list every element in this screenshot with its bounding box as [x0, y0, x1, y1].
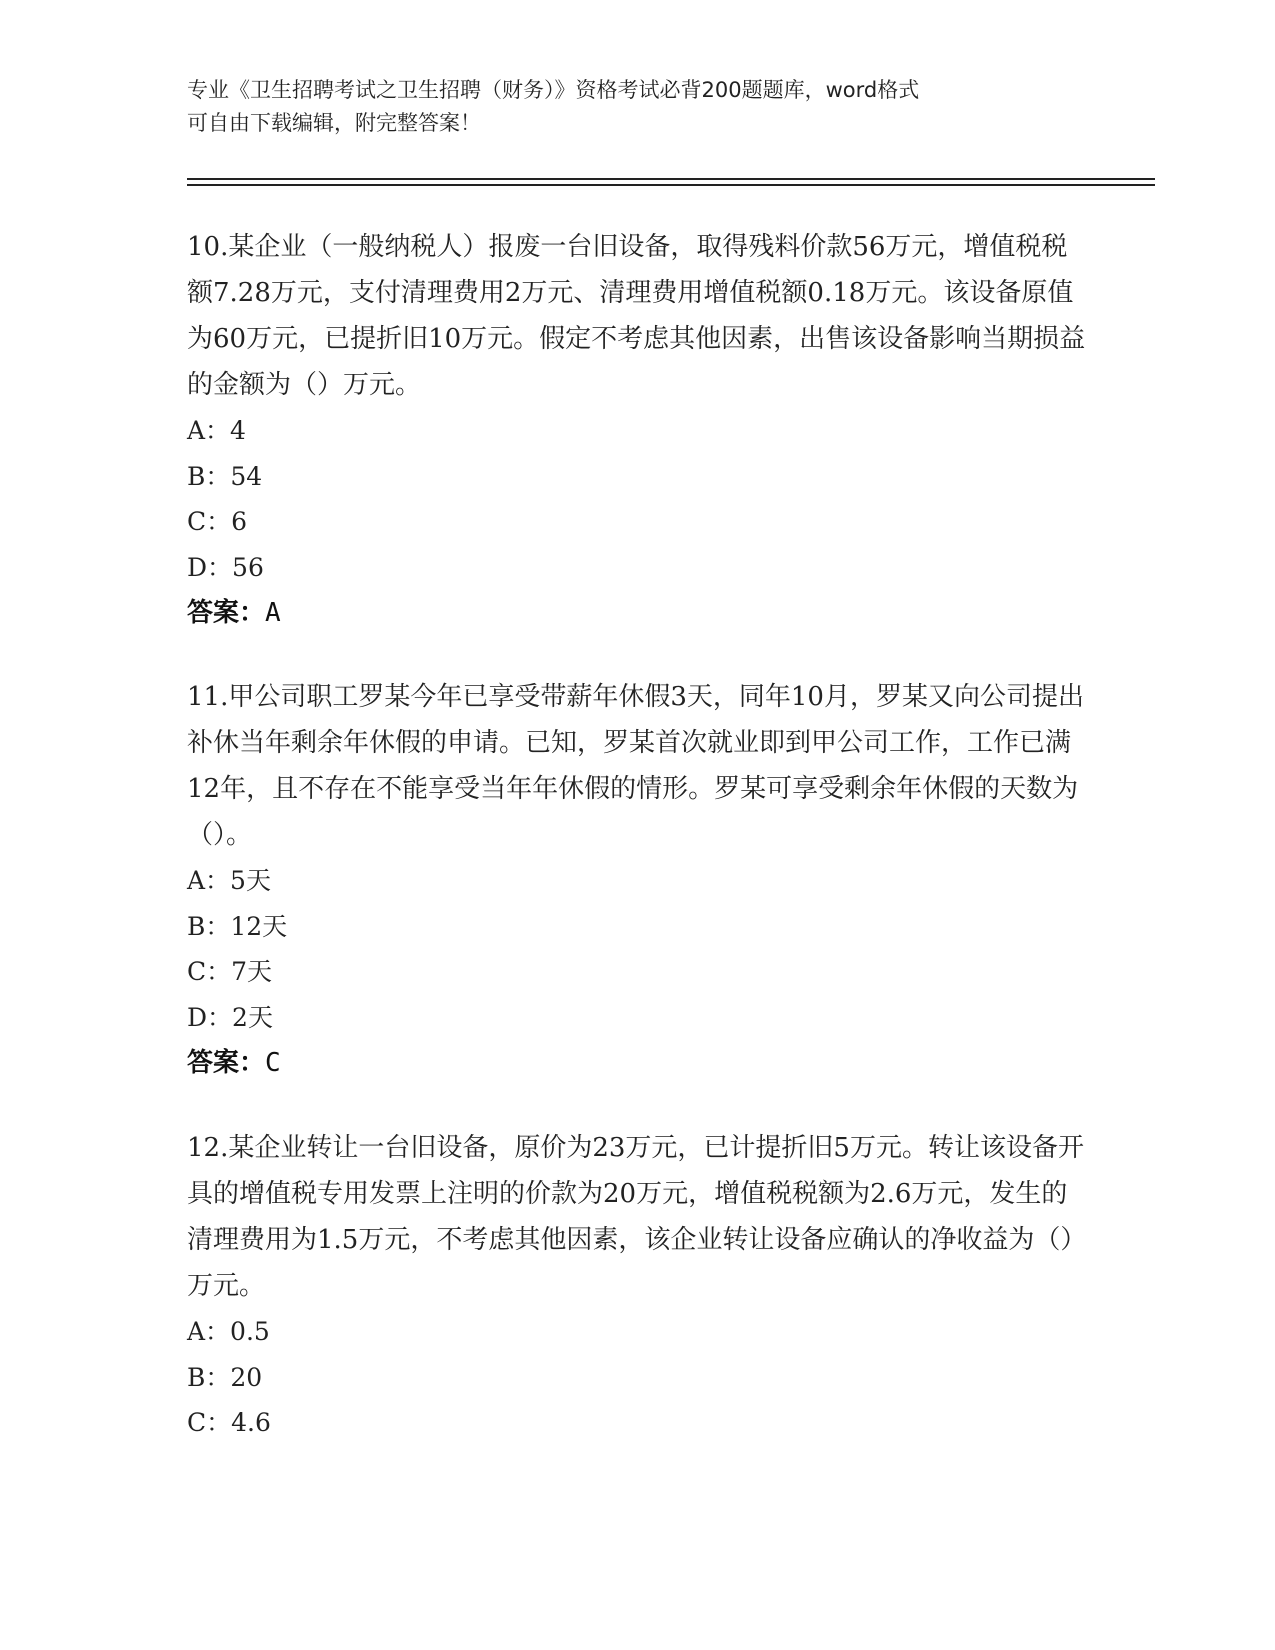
option-d: D：56: [187, 552, 264, 582]
option-b: B：20: [187, 1362, 263, 1392]
option-c: C：7天: [187, 957, 273, 986]
option-a: A：0.5: [187, 1317, 270, 1346]
header-divider-top: [187, 178, 1155, 180]
option-a: A：4: [187, 416, 246, 445]
option-d: D：2天: [187, 1002, 273, 1032]
answer-line: [187, 1040, 1087, 1086]
answer-value: C: [265, 1048, 281, 1078]
answer-label: 答案：: [187, 598, 266, 628]
question-text: 11.甲公司职工罗某今年已享受带薪年休假3天，同年10月，罗某又向公司提出补休当年剩余年休假的申请。已知，罗某首次就业即到甲公司工作，工作已满12年，且不存在不能享受当年年休假的情形。罗某可享受剩余年休假的天数为（）。: [187, 682, 1084, 850]
document-header: [187, 74, 1067, 140]
answer-label: 答案：: [187, 1048, 266, 1078]
question-11: [187, 674, 1087, 1086]
question-12: [187, 1125, 1087, 1446]
option-a: A：5天: [187, 866, 271, 895]
question-text: 12.某企业转让一台旧设备，原价为23万元，已计提折旧5万元。转让该设备开具的增值税专用发票上注明的价款为20万元，增值税税额为2.6万元，发生的清理费用为1.5万元，不考虑其他因素，该企业转让设备应确认的净收益为（）万元。: [187, 1133, 1087, 1301]
answer-value: A: [265, 598, 281, 628]
answer-line: [187, 590, 1087, 636]
option-b: B：54: [187, 461, 263, 491]
option-b: B：12天: [187, 911, 288, 941]
question-10: [187, 224, 1087, 636]
header-line-2: 可自由下载编辑，附完整答案！: [187, 111, 481, 135]
option-c: C：4.6: [187, 1408, 271, 1437]
header-divider-bottom: [187, 184, 1155, 186]
question-text: 10.某企业（一般纳税人）报废一台旧设备，取得残料价款56万元，增值税税额7.28万元，支付清理费用2万元、清理费用增值税额0.18万元。该设备原值为60万元，已提折旧10万元。假定不考虑其他因素，出售该设备影响当期损益的金额为（）万元。: [187, 232, 1086, 400]
header-line-1: 专业《卫生招聘考试之卫生招聘（财务）》资格考试必背200题题库，word格式: [187, 78, 920, 102]
option-c: C：6: [187, 507, 248, 536]
